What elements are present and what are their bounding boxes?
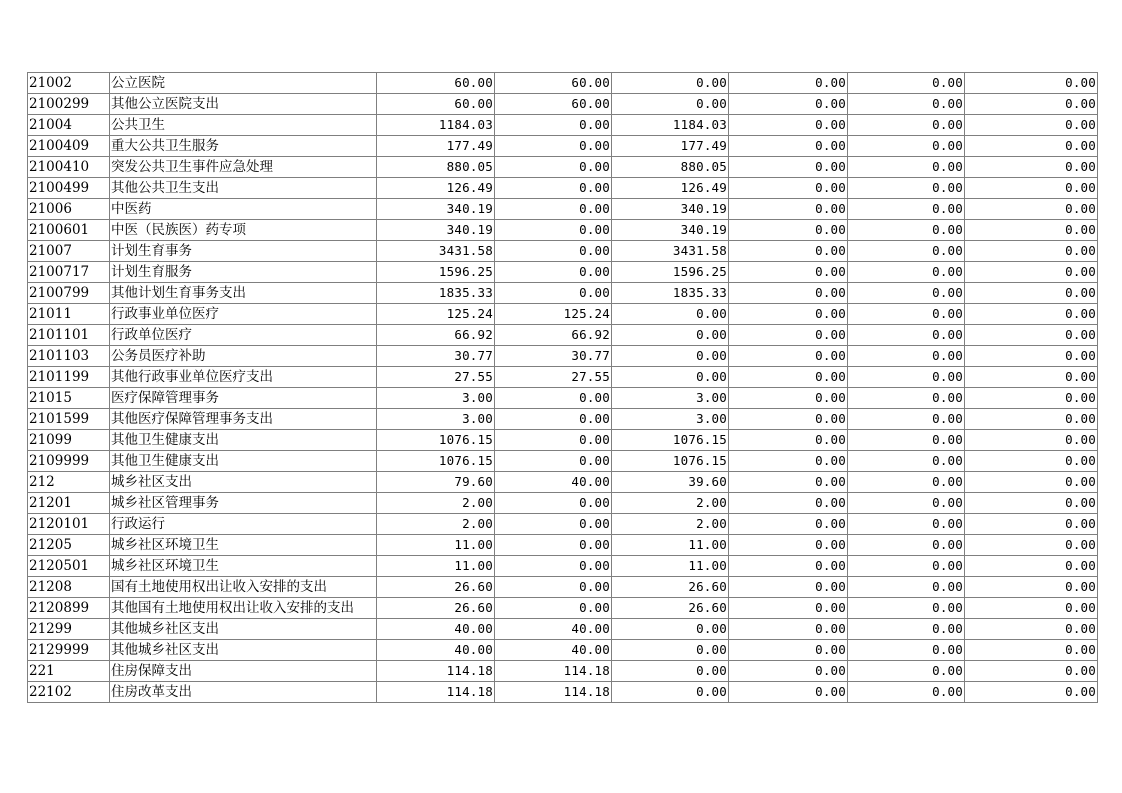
- cell-amount-4: 0.00: [729, 430, 848, 451]
- cell-amount-2: 0.00: [495, 430, 612, 451]
- cell-amount-6: 0.00: [965, 640, 1098, 661]
- cell-amount-2: 40.00: [495, 640, 612, 661]
- cell-amount-1: 3.00: [377, 388, 495, 409]
- cell-amount-2: 125.24: [495, 304, 612, 325]
- table-row: [28, 94, 1098, 115]
- cell-amount-4: 0.00: [729, 220, 848, 241]
- cell-amount-6: 0.00: [965, 514, 1098, 535]
- cell-amount-2: 0.00: [495, 535, 612, 556]
- cell-amount-6: 0.00: [965, 178, 1098, 199]
- cell-amount-5: 0.00: [848, 556, 965, 577]
- cell-amount-3: 0.00: [612, 619, 729, 640]
- table-row: [28, 115, 1098, 136]
- cell-amount-2: 60.00: [495, 94, 612, 115]
- cell-amount-6: 0.00: [965, 241, 1098, 262]
- cell-amount-5: 0.00: [848, 598, 965, 619]
- cell-amount-5: 0.00: [848, 661, 965, 682]
- cell-amount-5: 0.00: [848, 157, 965, 178]
- table-row: [28, 262, 1098, 283]
- cell-amount-1: 26.60: [377, 577, 495, 598]
- table-row: [28, 556, 1098, 577]
- table-row: [28, 472, 1098, 493]
- cell-amount-6: 0.00: [965, 556, 1098, 577]
- table-row: [28, 346, 1098, 367]
- table-row: [28, 514, 1098, 535]
- cell-amount-5: 0.00: [848, 388, 965, 409]
- cell-name: 城乡社区支出: [110, 472, 377, 493]
- cell-amount-5: 0.00: [848, 220, 965, 241]
- cell-amount-5: 0.00: [848, 73, 965, 94]
- cell-amount-5: 0.00: [848, 409, 965, 430]
- cell-amount-1: 3431.58: [377, 241, 495, 262]
- cell-amount-2: 0.00: [495, 556, 612, 577]
- cell-amount-1: 2.00: [377, 493, 495, 514]
- cell-code: 2100799: [28, 283, 110, 304]
- cell-amount-2: 0.00: [495, 493, 612, 514]
- cell-code: 2100717: [28, 262, 110, 283]
- cell-amount-1: 27.55: [377, 367, 495, 388]
- table-row: [28, 682, 1098, 703]
- cell-amount-6: 0.00: [965, 430, 1098, 451]
- table-row: [28, 367, 1098, 388]
- cell-name: 城乡社区环境卫生: [110, 535, 377, 556]
- cell-name: 医疗保障管理事务: [110, 388, 377, 409]
- cell-amount-6: 0.00: [965, 451, 1098, 472]
- cell-code: 21011: [28, 304, 110, 325]
- table-row: [28, 157, 1098, 178]
- cell-amount-4: 0.00: [729, 451, 848, 472]
- cell-name: 其他计划生育事务支出: [110, 283, 377, 304]
- cell-amount-4: 0.00: [729, 493, 848, 514]
- cell-amount-2: 0.00: [495, 577, 612, 598]
- cell-amount-4: 0.00: [729, 367, 848, 388]
- cell-amount-3: 1835.33: [612, 283, 729, 304]
- cell-amount-4: 0.00: [729, 514, 848, 535]
- cell-amount-3: 0.00: [612, 367, 729, 388]
- cell-amount-3: 3.00: [612, 409, 729, 430]
- cell-amount-4: 0.00: [729, 346, 848, 367]
- cell-amount-5: 0.00: [848, 199, 965, 220]
- cell-amount-6: 0.00: [965, 472, 1098, 493]
- cell-name: 行政运行: [110, 514, 377, 535]
- cell-amount-2: 30.77: [495, 346, 612, 367]
- cell-code: 21006: [28, 199, 110, 220]
- cell-code: 2120899: [28, 598, 110, 619]
- table-row: [28, 640, 1098, 661]
- cell-amount-3: 0.00: [612, 346, 729, 367]
- table-row: [28, 304, 1098, 325]
- cell-amount-4: 0.00: [729, 682, 848, 703]
- cell-amount-1: 11.00: [377, 556, 495, 577]
- cell-amount-1: 1596.25: [377, 262, 495, 283]
- cell-amount-1: 40.00: [377, 640, 495, 661]
- cell-name: 公共卫生: [110, 115, 377, 136]
- cell-amount-3: 11.00: [612, 535, 729, 556]
- cell-amount-1: 114.18: [377, 682, 495, 703]
- cell-amount-1: 26.60: [377, 598, 495, 619]
- cell-amount-1: 66.92: [377, 325, 495, 346]
- cell-amount-6: 0.00: [965, 115, 1098, 136]
- cell-amount-6: 0.00: [965, 619, 1098, 640]
- cell-amount-2: 0.00: [495, 451, 612, 472]
- cell-amount-3: 3431.58: [612, 241, 729, 262]
- cell-amount-1: 1835.33: [377, 283, 495, 304]
- cell-amount-6: 0.00: [965, 535, 1098, 556]
- cell-code: 2101103: [28, 346, 110, 367]
- cell-amount-5: 0.00: [848, 430, 965, 451]
- cell-amount-1: 1076.15: [377, 430, 495, 451]
- cell-amount-4: 0.00: [729, 199, 848, 220]
- cell-amount-1: 11.00: [377, 535, 495, 556]
- cell-amount-5: 0.00: [848, 283, 965, 304]
- cell-name: 重大公共卫生服务: [110, 136, 377, 157]
- cell-amount-5: 0.00: [848, 325, 965, 346]
- cell-amount-1: 126.49: [377, 178, 495, 199]
- table-row: [28, 451, 1098, 472]
- cell-amount-2: 0.00: [495, 514, 612, 535]
- cell-name: 其他城乡社区支出: [110, 640, 377, 661]
- cell-amount-2: 0.00: [495, 598, 612, 619]
- cell-code: 221: [28, 661, 110, 682]
- cell-amount-6: 0.00: [965, 577, 1098, 598]
- cell-amount-4: 0.00: [729, 472, 848, 493]
- cell-amount-5: 0.00: [848, 94, 965, 115]
- cell-amount-6: 0.00: [965, 220, 1098, 241]
- cell-amount-5: 0.00: [848, 577, 965, 598]
- cell-name: 住房改革支出: [110, 682, 377, 703]
- cell-amount-4: 0.00: [729, 73, 848, 94]
- cell-amount-6: 0.00: [965, 136, 1098, 157]
- cell-amount-6: 0.00: [965, 682, 1098, 703]
- table-row: [28, 493, 1098, 514]
- cell-amount-5: 0.00: [848, 115, 965, 136]
- cell-name: 其他公立医院支出: [110, 94, 377, 115]
- cell-code: 21205: [28, 535, 110, 556]
- table-row: [28, 178, 1098, 199]
- cell-amount-2: 40.00: [495, 619, 612, 640]
- cell-amount-3: 0.00: [612, 682, 729, 703]
- cell-amount-5: 0.00: [848, 682, 965, 703]
- cell-amount-4: 0.00: [729, 262, 848, 283]
- cell-code: 22102: [28, 682, 110, 703]
- cell-code: 2100601: [28, 220, 110, 241]
- cell-amount-2: 114.18: [495, 682, 612, 703]
- cell-amount-1: 3.00: [377, 409, 495, 430]
- cell-amount-2: 0.00: [495, 241, 612, 262]
- cell-amount-3: 1596.25: [612, 262, 729, 283]
- cell-amount-3: 880.05: [612, 157, 729, 178]
- cell-name: 计划生育服务: [110, 262, 377, 283]
- cell-amount-5: 0.00: [848, 493, 965, 514]
- cell-code: 21004: [28, 115, 110, 136]
- cell-amount-5: 0.00: [848, 367, 965, 388]
- cell-amount-4: 0.00: [729, 94, 848, 115]
- cell-amount-5: 0.00: [848, 262, 965, 283]
- cell-amount-2: 0.00: [495, 199, 612, 220]
- cell-amount-4: 0.00: [729, 556, 848, 577]
- cell-amount-6: 0.00: [965, 661, 1098, 682]
- cell-amount-2: 0.00: [495, 409, 612, 430]
- table-row: [28, 409, 1098, 430]
- cell-name: 行政单位医疗: [110, 325, 377, 346]
- table-row: [28, 619, 1098, 640]
- cell-amount-3: 26.60: [612, 577, 729, 598]
- table-row: [28, 661, 1098, 682]
- cell-amount-4: 0.00: [729, 241, 848, 262]
- cell-code: 21201: [28, 493, 110, 514]
- cell-amount-4: 0.00: [729, 157, 848, 178]
- table-row: [28, 241, 1098, 262]
- cell-amount-4: 0.00: [729, 598, 848, 619]
- cell-amount-2: 60.00: [495, 73, 612, 94]
- cell-amount-4: 0.00: [729, 178, 848, 199]
- cell-amount-5: 0.00: [848, 346, 965, 367]
- cell-name: 计划生育事务: [110, 241, 377, 262]
- cell-amount-3: 1184.03: [612, 115, 729, 136]
- cell-amount-3: 2.00: [612, 514, 729, 535]
- cell-code: 2100499: [28, 178, 110, 199]
- cell-amount-3: 1076.15: [612, 451, 729, 472]
- cell-amount-4: 0.00: [729, 409, 848, 430]
- cell-amount-1: 125.24: [377, 304, 495, 325]
- cell-name: 其他卫生健康支出: [110, 451, 377, 472]
- cell-amount-2: 114.18: [495, 661, 612, 682]
- cell-name: 公务员医疗补助: [110, 346, 377, 367]
- cell-amount-4: 0.00: [729, 619, 848, 640]
- cell-amount-2: 0.00: [495, 115, 612, 136]
- cell-code: 2120101: [28, 514, 110, 535]
- cell-name: 其他卫生健康支出: [110, 430, 377, 451]
- cell-name: 其他行政事业单位医疗支出: [110, 367, 377, 388]
- cell-amount-1: 177.49: [377, 136, 495, 157]
- cell-amount-4: 0.00: [729, 388, 848, 409]
- cell-amount-6: 0.00: [965, 325, 1098, 346]
- cell-amount-6: 0.00: [965, 262, 1098, 283]
- cell-code: 2101199: [28, 367, 110, 388]
- cell-amount-5: 0.00: [848, 535, 965, 556]
- cell-amount-4: 0.00: [729, 283, 848, 304]
- cell-amount-5: 0.00: [848, 619, 965, 640]
- cell-amount-6: 0.00: [965, 388, 1098, 409]
- cell-amount-5: 0.00: [848, 304, 965, 325]
- cell-amount-5: 0.00: [848, 241, 965, 262]
- cell-amount-5: 0.00: [848, 514, 965, 535]
- budget-expenditure-table: [27, 72, 1098, 703]
- cell-amount-1: 60.00: [377, 94, 495, 115]
- cell-code: 2100409: [28, 136, 110, 157]
- cell-amount-3: 3.00: [612, 388, 729, 409]
- cell-amount-1: 1184.03: [377, 115, 495, 136]
- cell-code: 21099: [28, 430, 110, 451]
- table-row: [28, 220, 1098, 241]
- cell-amount-3: 26.60: [612, 598, 729, 619]
- cell-amount-2: 0.00: [495, 283, 612, 304]
- cell-code: 2129999: [28, 640, 110, 661]
- cell-amount-3: 0.00: [612, 304, 729, 325]
- table-row: [28, 388, 1098, 409]
- cell-name: 中医药: [110, 199, 377, 220]
- cell-amount-4: 0.00: [729, 304, 848, 325]
- cell-name: 突发公共卫生事件应急处理: [110, 157, 377, 178]
- cell-code: 21002: [28, 73, 110, 94]
- cell-amount-6: 0.00: [965, 304, 1098, 325]
- cell-code: 21299: [28, 619, 110, 640]
- cell-amount-1: 60.00: [377, 73, 495, 94]
- cell-amount-3: 2.00: [612, 493, 729, 514]
- table-row: [28, 577, 1098, 598]
- cell-amount-4: 0.00: [729, 640, 848, 661]
- cell-amount-5: 0.00: [848, 178, 965, 199]
- cell-code: 2101599: [28, 409, 110, 430]
- cell-code: 2100410: [28, 157, 110, 178]
- cell-amount-5: 0.00: [848, 451, 965, 472]
- table-row: [28, 199, 1098, 220]
- table-row: [28, 136, 1098, 157]
- cell-amount-4: 0.00: [729, 325, 848, 346]
- cell-amount-4: 0.00: [729, 136, 848, 157]
- table-row: [28, 430, 1098, 451]
- cell-name: 中医（民族医）药专项: [110, 220, 377, 241]
- cell-amount-2: 0.00: [495, 157, 612, 178]
- cell-amount-1: 1076.15: [377, 451, 495, 472]
- cell-amount-4: 0.00: [729, 577, 848, 598]
- cell-amount-2: 0.00: [495, 388, 612, 409]
- cell-amount-4: 0.00: [729, 535, 848, 556]
- cell-amount-6: 0.00: [965, 157, 1098, 178]
- cell-amount-3: 0.00: [612, 661, 729, 682]
- cell-code: 21007: [28, 241, 110, 262]
- cell-name: 国有土地使用权出让收入安排的支出: [110, 577, 377, 598]
- table-row: [28, 325, 1098, 346]
- cell-amount-2: 0.00: [495, 262, 612, 283]
- table-row: [28, 598, 1098, 619]
- cell-amount-3: 0.00: [612, 94, 729, 115]
- table-body: [28, 73, 1098, 703]
- cell-name: 住房保障支出: [110, 661, 377, 682]
- cell-code: 2120501: [28, 556, 110, 577]
- cell-amount-3: 0.00: [612, 73, 729, 94]
- cell-amount-3: 39.60: [612, 472, 729, 493]
- cell-amount-2: 0.00: [495, 178, 612, 199]
- cell-amount-2: 40.00: [495, 472, 612, 493]
- cell-amount-1: 880.05: [377, 157, 495, 178]
- cell-amount-6: 0.00: [965, 283, 1098, 304]
- cell-amount-1: 114.18: [377, 661, 495, 682]
- cell-amount-1: 340.19: [377, 220, 495, 241]
- cell-amount-2: 0.00: [495, 220, 612, 241]
- cell-name: 公立医院: [110, 73, 377, 94]
- cell-name: 行政事业单位医疗: [110, 304, 377, 325]
- cell-name: 城乡社区管理事务: [110, 493, 377, 514]
- cell-amount-3: 340.19: [612, 199, 729, 220]
- cell-amount-3: 1076.15: [612, 430, 729, 451]
- cell-amount-3: 126.49: [612, 178, 729, 199]
- cell-name: 其他国有土地使用权出让收入安排的支出: [110, 598, 377, 619]
- cell-name: 其他医疗保障管理事务支出: [110, 409, 377, 430]
- cell-code: 212: [28, 472, 110, 493]
- cell-amount-5: 0.00: [848, 136, 965, 157]
- cell-amount-1: 79.60: [377, 472, 495, 493]
- cell-amount-6: 0.00: [965, 73, 1098, 94]
- cell-amount-6: 0.00: [965, 367, 1098, 388]
- cell-amount-6: 0.00: [965, 94, 1098, 115]
- cell-amount-2: 27.55: [495, 367, 612, 388]
- cell-amount-6: 0.00: [965, 598, 1098, 619]
- cell-amount-1: 2.00: [377, 514, 495, 535]
- cell-amount-4: 0.00: [729, 661, 848, 682]
- cell-amount-5: 0.00: [848, 472, 965, 493]
- cell-amount-5: 0.00: [848, 640, 965, 661]
- cell-amount-6: 0.00: [965, 346, 1098, 367]
- cell-name: 其他城乡社区支出: [110, 619, 377, 640]
- cell-amount-3: 0.00: [612, 640, 729, 661]
- cell-amount-6: 0.00: [965, 199, 1098, 220]
- cell-amount-2: 0.00: [495, 136, 612, 157]
- cell-name: 其他公共卫生支出: [110, 178, 377, 199]
- cell-amount-6: 0.00: [965, 493, 1098, 514]
- cell-amount-1: 40.00: [377, 619, 495, 640]
- table-row: [28, 535, 1098, 556]
- cell-code: 2109999: [28, 451, 110, 472]
- table-row: [28, 283, 1098, 304]
- cell-amount-1: 340.19: [377, 199, 495, 220]
- cell-amount-3: 340.19: [612, 220, 729, 241]
- cell-code: 2100299: [28, 94, 110, 115]
- cell-amount-1: 30.77: [377, 346, 495, 367]
- cell-name: 城乡社区环境卫生: [110, 556, 377, 577]
- table-row: [28, 73, 1098, 94]
- cell-amount-6: 0.00: [965, 409, 1098, 430]
- cell-amount-2: 66.92: [495, 325, 612, 346]
- cell-code: 2101101: [28, 325, 110, 346]
- cell-amount-3: 0.00: [612, 325, 729, 346]
- cell-code: 21015: [28, 388, 110, 409]
- cell-amount-3: 11.00: [612, 556, 729, 577]
- cell-code: 21208: [28, 577, 110, 598]
- cell-amount-3: 177.49: [612, 136, 729, 157]
- cell-amount-4: 0.00: [729, 115, 848, 136]
